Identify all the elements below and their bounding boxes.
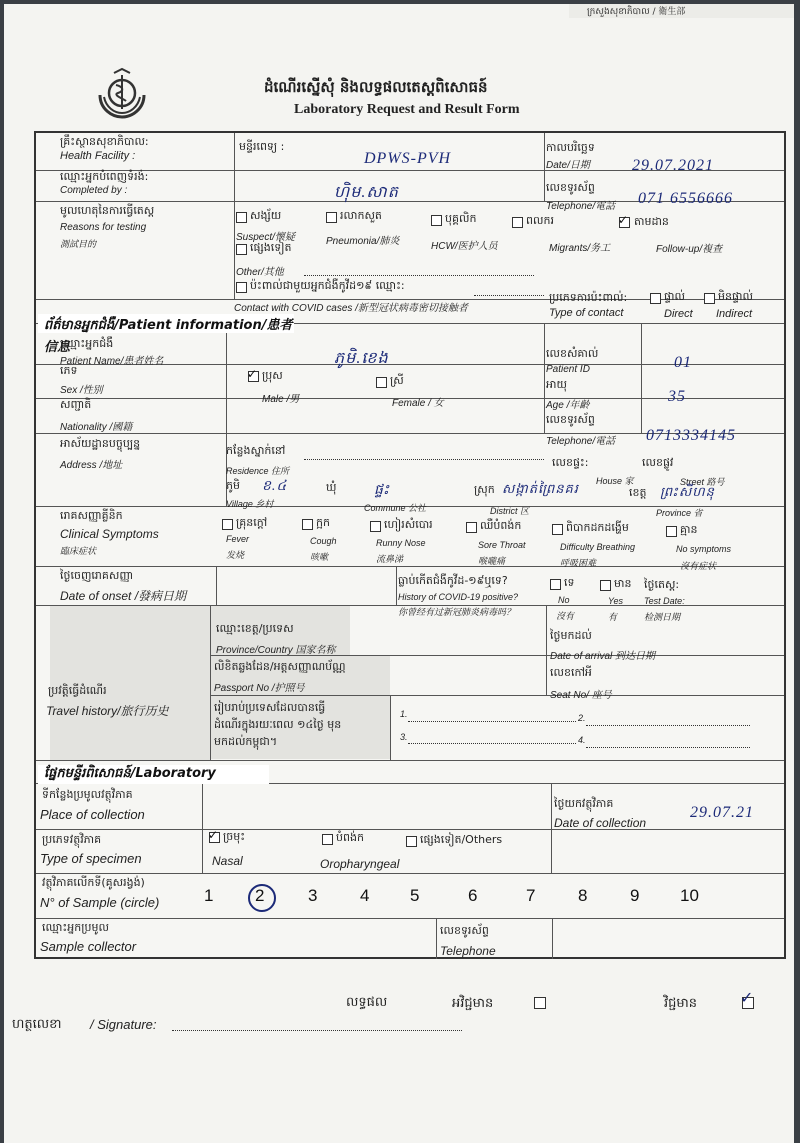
- reasons-label-cn: 測試目的: [60, 239, 97, 249]
- reason-hcw-en: HCW/医护人员: [431, 241, 498, 252]
- country-entry-1: 1.: [400, 709, 408, 719]
- sample-number-4[interactable]: 4: [360, 886, 370, 905]
- reason-migrants-kh: ពលករ: [526, 214, 554, 227]
- contact-type-kh: ប្រភេទការប៉ះពាល់:: [549, 291, 628, 304]
- reason-suspect-kh: សង្ស័យ: [250, 209, 282, 222]
- specimen-type-label-en: Type of specimen: [40, 851, 142, 866]
- country-label-kh: ឈ្មោះខេត្ត/ប្រទេស: [216, 622, 294, 635]
- negative-checkbox[interactable]: [534, 997, 546, 1009]
- place-collection-label-en: Place of collection: [40, 807, 145, 822]
- reason-followup-en: Follow-up/複查: [656, 244, 723, 255]
- signature-label-en: / Signature:: [90, 1017, 157, 1032]
- completed-by-label-en: Completed by :: [60, 185, 128, 196]
- patient-name-value[interactable]: ភូមិ.ខេង: [334, 350, 389, 367]
- village-label-en: Village 乡村: [226, 499, 274, 509]
- symptoms-label-cn: 臨床症状: [60, 546, 97, 556]
- contact-direct-checkbox[interactable]: [650, 293, 661, 304]
- sample-number-3[interactable]: 3: [308, 886, 318, 905]
- covid-history-no-en: No: [558, 595, 570, 605]
- onset-label-en: Date of onset /發病日期: [60, 589, 187, 603]
- patient-phone-label-kh: លេខទូរស័ព្ទ: [546, 413, 595, 426]
- country-line-1[interactable]: [408, 720, 576, 722]
- signature-label-kh: ហត្ថលេខា: [12, 1017, 62, 1032]
- reason-other-line[interactable]: [304, 274, 534, 276]
- patient-name-label-en: Patient Name/患者姓名: [60, 356, 164, 367]
- sample-number-5[interactable]: 5: [410, 886, 420, 905]
- nationality-label-en: Nationality /國籍: [60, 422, 133, 433]
- symptom-sore-throat-en: Sore Throat: [478, 540, 526, 550]
- positive-label: វិជ្ជមាន: [664, 996, 698, 1011]
- symptom-none-cn: 沒有症状: [680, 561, 717, 571]
- seat-label-en: Seat No/ 座号: [550, 690, 612, 701]
- symptom-cough-checkbox[interactable]: [302, 519, 313, 530]
- reason-other-en: Other/其他: [236, 267, 284, 278]
- symptom-runny-nose-checkbox[interactable]: [370, 521, 381, 532]
- symptom-cough-en: Cough: [310, 536, 337, 546]
- positive-checkmark-icon: ✓: [740, 988, 754, 1007]
- country-line-3[interactable]: [408, 742, 576, 744]
- travel-shade: [50, 605, 210, 760]
- contact-indirect-en: Indirect: [716, 308, 753, 320]
- date-collection-label-kh: ថ្ងៃយកវត្ថុវិភាគ: [554, 797, 614, 810]
- country-entry-3: 3.: [400, 732, 408, 742]
- collector-label-kh: ឈ្មោះអ្នកប្រមូល: [42, 921, 109, 934]
- covid-history-yes-checkbox[interactable]: [600, 580, 611, 591]
- reason-followup-checkmark-icon: ✓: [618, 213, 629, 227]
- street-label-en: Street 路号: [680, 477, 725, 487]
- sex-female-kh: ស្រី: [390, 374, 404, 387]
- specimen-nasal-kh: ច្រមុះ: [223, 830, 246, 843]
- age-value[interactable]: 35: [668, 388, 686, 405]
- covid-history-yes-kh: មាន: [614, 577, 632, 590]
- corner-header-text: ក្រសួងសុខាភិបាល / 衛生部: [569, 4, 794, 18]
- sample-number-9[interactable]: 9: [630, 886, 640, 905]
- province-value[interactable]: ព្រះសីហនុ: [660, 484, 715, 499]
- sample-number-10[interactable]: 10: [680, 886, 699, 905]
- specimen-oro-kh: បំពង់ក: [336, 831, 364, 844]
- reason-other-kh: ផ្សេងទៀត: [250, 241, 292, 254]
- countries-label-kh-3: មកដល់កម្ពុជា។: [214, 735, 278, 748]
- country-line-2[interactable]: [586, 724, 750, 726]
- test-date-label-kh: ថ្ងៃតេស្ត:: [644, 578, 680, 591]
- covid-history-label-en: History of COVID-19 positive?: [398, 592, 519, 602]
- signature-line[interactable]: [172, 1029, 462, 1031]
- symptom-fever-en: Fever: [226, 534, 250, 544]
- sample-number-label-en: N° of Sample (circle): [40, 895, 160, 910]
- province-label-kh: ខេត្ត: [629, 486, 647, 499]
- house-label-en: House 家: [596, 476, 634, 486]
- request-date-label-en: Date/日期: [546, 160, 590, 171]
- contact-type-en: Type of contact: [549, 307, 624, 319]
- symptom-none-checkbox[interactable]: [666, 526, 677, 537]
- reasons-label-en: Reasons for testing: [60, 222, 147, 233]
- countries-label-kh-1: រៀបរាប់ប្រទេសដែលបានធ្វើ: [214, 701, 326, 714]
- symptom-runny-nose-cn: 流鼻涕: [376, 554, 404, 564]
- symptom-breathing-checkbox[interactable]: [552, 524, 563, 535]
- form-sheet: [4, 4, 794, 1143]
- contact-covid-checkbox[interactable]: [236, 282, 247, 293]
- countries-label-kh-2: ដំណើរក្នុងរយៈពេល ១៤ថ្ងៃ មុន: [214, 718, 342, 731]
- specimen-nasal-en: Nasal: [212, 854, 243, 868]
- patient-section-title: ព័ត៌មានអ្នកជំងឺ/Patient information/患者信息: [38, 314, 294, 333]
- symptoms-label-en: Clinical Symptoms: [60, 527, 159, 541]
- patient-id-label-kh: លេខសំគាល់: [546, 347, 599, 360]
- contact-indirect-checkbox[interactable]: [704, 293, 715, 304]
- sex-female-checkbox[interactable]: [376, 377, 387, 388]
- test-date-label-cn: 检测日期: [644, 612, 681, 622]
- request-phone-label-kh: លេខទូរស័ព្ទ: [546, 181, 595, 194]
- travel-label-en: Travel history/旅行历史: [46, 704, 169, 718]
- symptom-cough-cn: 咳嗽: [310, 552, 329, 562]
- arrival-label-kh: ថ្ងៃមកដល់: [550, 629, 592, 642]
- reason-followup-kh: តាមដាន: [634, 215, 669, 228]
- sample-number-1[interactable]: 1: [204, 886, 214, 905]
- covid-history-yes-cn: 有: [608, 612, 618, 622]
- covid-history-label-kh: ធ្លាប់កើតជំងឺកូវីដ-១៩ឬទេ?: [398, 574, 508, 587]
- district-label-kh: ស្រុក: [474, 483, 495, 496]
- contact-covid-en: Contact with COVID cases /新型冠状病毒密切接触者: [234, 303, 468, 314]
- address-label-kh: អាស័យដ្ឋានបច្ចុប្បន្ន: [60, 437, 141, 450]
- onset-label-kh: ថ្ងៃចេញរោគសញ្ញា: [60, 569, 134, 582]
- contact-direct-kh: ផ្ទាល់: [664, 290, 685, 303]
- sample-number-2[interactable]: 2: [255, 886, 265, 905]
- contact-covid-kh: ប៉ះពាល់ជាមួយអ្នកជំងឺកូវីដ១៩ ឈ្មោះ:: [250, 279, 405, 292]
- symptom-fever-cn: 发烧: [226, 550, 245, 560]
- specimen-others-checkbox[interactable]: [406, 836, 417, 847]
- symptom-sore-throat-checkbox[interactable]: [466, 522, 477, 533]
- sample-number-8[interactable]: 8: [578, 886, 588, 905]
- contact-indirect-kh: មិនផ្ទាល់: [718, 290, 753, 303]
- address-label-en: Address /地址: [60, 460, 123, 471]
- residence-line[interactable]: [304, 458, 544, 460]
- reason-pneumonia-en: Pneumonia/肺炎: [326, 236, 400, 247]
- form-title-english: Laboratory Request and Result Form: [294, 102, 520, 117]
- sample-number-label-kh: វត្ថុវិភាគលើកទី(គូសរង្វង់): [42, 876, 145, 889]
- collector-phone-label-kh: លេខទូរស័ព្ទ: [440, 924, 489, 937]
- reason-migrants-en: Migrants/务工: [549, 243, 611, 254]
- covid-history-no-kh: ទេ: [564, 576, 575, 589]
- test-date-label-en: Test Date:: [644, 596, 685, 606]
- form-title-khmer: ដំណើរស្នើសុំ និងលទ្ធផលតេស្តពិសោធន៍: [264, 78, 488, 96]
- covid-history-no-checkbox[interactable]: [550, 579, 561, 590]
- district-label-en: District 区: [490, 506, 529, 516]
- specimen-oro-en: Oropharyngeal: [320, 857, 400, 871]
- symptom-none-en: No symptoms: [676, 544, 732, 554]
- completed-by-value[interactable]: ហ៊ិម.សាត: [334, 184, 399, 201]
- country-entry-4: 4.: [578, 735, 586, 745]
- province-label-en: Province 省: [656, 508, 703, 518]
- specimen-nasal-checkmark-icon: ✓: [208, 828, 219, 842]
- house-label-kh: លេខផ្ទះ:: [552, 456, 589, 469]
- commune-label-en: Commune 公社: [364, 503, 427, 513]
- reasons-label-kh: មូលហេតុនៃការធ្វើតេស្ត: [60, 204, 155, 217]
- request-phone-label-en: Telephone/電話: [546, 201, 616, 212]
- reason-hcw-kh: បុគ្គលិក: [445, 212, 477, 225]
- symptom-breathing-en: Difficulty Breathing: [560, 542, 636, 552]
- reason-pneumonia-checkbox[interactable]: [326, 212, 337, 223]
- symptom-runny-nose-en: Runny Nose: [376, 538, 426, 548]
- age-label-kh: អាយុ: [546, 378, 567, 391]
- hospital-value[interactable]: DPWS-PVH: [364, 150, 452, 167]
- patient-id-value[interactable]: 01: [674, 354, 692, 371]
- reason-suspect-en: Suspect/懷疑: [236, 232, 295, 243]
- street-label-kh: លេខផ្លូវ: [642, 456, 674, 469]
- specimen-type-label-kh: ប្រភេទវត្ថុវិភាគ: [42, 833, 102, 846]
- sample-number-6[interactable]: 6: [468, 886, 478, 905]
- symptom-breathing-cn: 呼吸困难: [560, 558, 597, 568]
- covid-history-label-cn: 你曾经有过新冠肺炎病毒吗？: [398, 607, 516, 617]
- contact-name-line[interactable]: [474, 294, 544, 296]
- age-label-en: Age /年齡: [546, 400, 590, 411]
- symptom-none-kh: គ្មាន: [680, 523, 698, 536]
- village-label-kh: ភូមិ: [226, 479, 240, 492]
- reason-hcw-checkbox[interactable]: [431, 215, 442, 226]
- result-label: លទ្ធផល: [346, 995, 388, 1010]
- seat-label-kh: លេខកៅអី: [550, 666, 592, 679]
- covid-history-no-cn: 沒有: [556, 611, 575, 621]
- contact-direct-en: Direct: [664, 308, 693, 320]
- patient-phone-label-en: Telephone/電話: [546, 436, 616, 447]
- laboratory-section-title: ផ្នែកមន្ទីរពិសោធន៍/Laboratory: [38, 765, 269, 784]
- symptoms-label-kh: រោគសញ្ញាគ្លីនិក: [60, 509, 123, 522]
- sex-label-en: Sex /性别: [60, 385, 103, 396]
- symptom-breathing-kh: ពិបាកដកដង្ហើម: [566, 521, 629, 534]
- reason-migrants-checkbox[interactable]: [512, 217, 523, 228]
- sex-female-en: Female / 女: [392, 398, 444, 409]
- passport-label-kh: លិខិតឆ្លងដែន/អត្តសញ្ញាណប័ណ្ណ: [214, 660, 346, 673]
- collector-phone-label-en: Telephone: [440, 944, 496, 958]
- place-collection-label-kh: ទីកន្លែងប្រមូលវត្ថុវិភាគ: [42, 788, 133, 801]
- country-entry-2: 2.: [578, 713, 586, 723]
- district-value[interactable]: សង្កាត់ព្រៃនគរ: [502, 481, 579, 496]
- country-label-en: Province/Country 国家名称: [216, 645, 336, 656]
- patient-phone-value[interactable]: 0713334145: [646, 427, 736, 444]
- patient-name-label-kh: ឈ្មោះអ្នកជំងឺ: [60, 337, 114, 350]
- hospital-label: មន្ទីរពេទ្យ :: [239, 140, 285, 153]
- arrival-label-en: Date of arrival 到达日期: [550, 651, 656, 662]
- commune-value[interactable]: ផ្ទះ: [374, 483, 391, 498]
- reason-pneumonia-kh: រលាកសួត: [340, 209, 382, 222]
- request-date-label-kh: កាលបរិច្ឆេទ: [546, 141, 595, 154]
- sex-male-en: Male /男: [262, 394, 300, 405]
- covid-history-yes-en: Yes: [608, 596, 624, 606]
- specimen-oro-checkbox[interactable]: [322, 834, 333, 845]
- symptom-cough-kh: ក្អក: [316, 516, 330, 529]
- health-facility-label-kh: គ្រឹះស្ថានសុខាភិបាល:: [60, 135, 149, 148]
- request-date-value[interactable]: 29.07.2021: [632, 157, 714, 174]
- symptom-sore-throat-kh: ឈឺបំពង់ក: [480, 519, 522, 532]
- sex-male-checkmark-icon: ✓: [247, 367, 258, 381]
- village-value[interactable]: ខ.៤: [262, 479, 288, 494]
- date-collection-value[interactable]: 29.07.21: [690, 804, 754, 821]
- request-phone-value[interactable]: 071 6556666: [638, 190, 733, 207]
- country-line-4[interactable]: [586, 746, 750, 748]
- reason-other-checkbox[interactable]: [236, 244, 247, 255]
- negative-label: អវិជ្ជមាន: [452, 996, 494, 1011]
- residence-label-en: Residence 住所: [226, 466, 290, 476]
- sex-label-kh: ភេទ: [60, 364, 78, 377]
- symptom-fever-checkbox[interactable]: [222, 519, 233, 530]
- ministry-logo-icon: [94, 67, 150, 119]
- reason-suspect-checkbox[interactable]: [236, 212, 247, 223]
- symptom-sore-throat-cn: 喉嚨痛: [478, 556, 506, 566]
- health-facility-label-en: Health Facility :: [60, 150, 136, 162]
- travel-label-kh: ប្រវត្តិធ្វើដំណើរ: [48, 684, 107, 697]
- specimen-others-kh: ផ្សេងទៀត/Others: [420, 833, 503, 846]
- symptom-runny-nose-kh: ហៀរសំបោរ: [384, 518, 433, 531]
- residence-label-kh: កន្លែងស្នាក់នៅ: [226, 444, 286, 457]
- passport-label-en: Passport No /护照号: [214, 683, 305, 694]
- nationality-label-kh: សញ្ជាតិ: [60, 398, 92, 411]
- date-collection-label-en: Date of collection: [554, 816, 647, 830]
- sample-number-7[interactable]: 7: [526, 886, 536, 905]
- completed-by-label-kh: ឈ្មោះអ្នកបំពេញទំរង់:: [60, 170, 149, 183]
- collector-label-en: Sample collector: [40, 939, 137, 954]
- symptom-fever-kh: គ្រុនក្តៅ: [236, 516, 268, 529]
- patient-id-label-en: Patient ID: [546, 364, 590, 375]
- commune-label-kh: ឃុំ: [326, 481, 337, 494]
- sex-male-kh: ប្រុស: [262, 369, 283, 382]
